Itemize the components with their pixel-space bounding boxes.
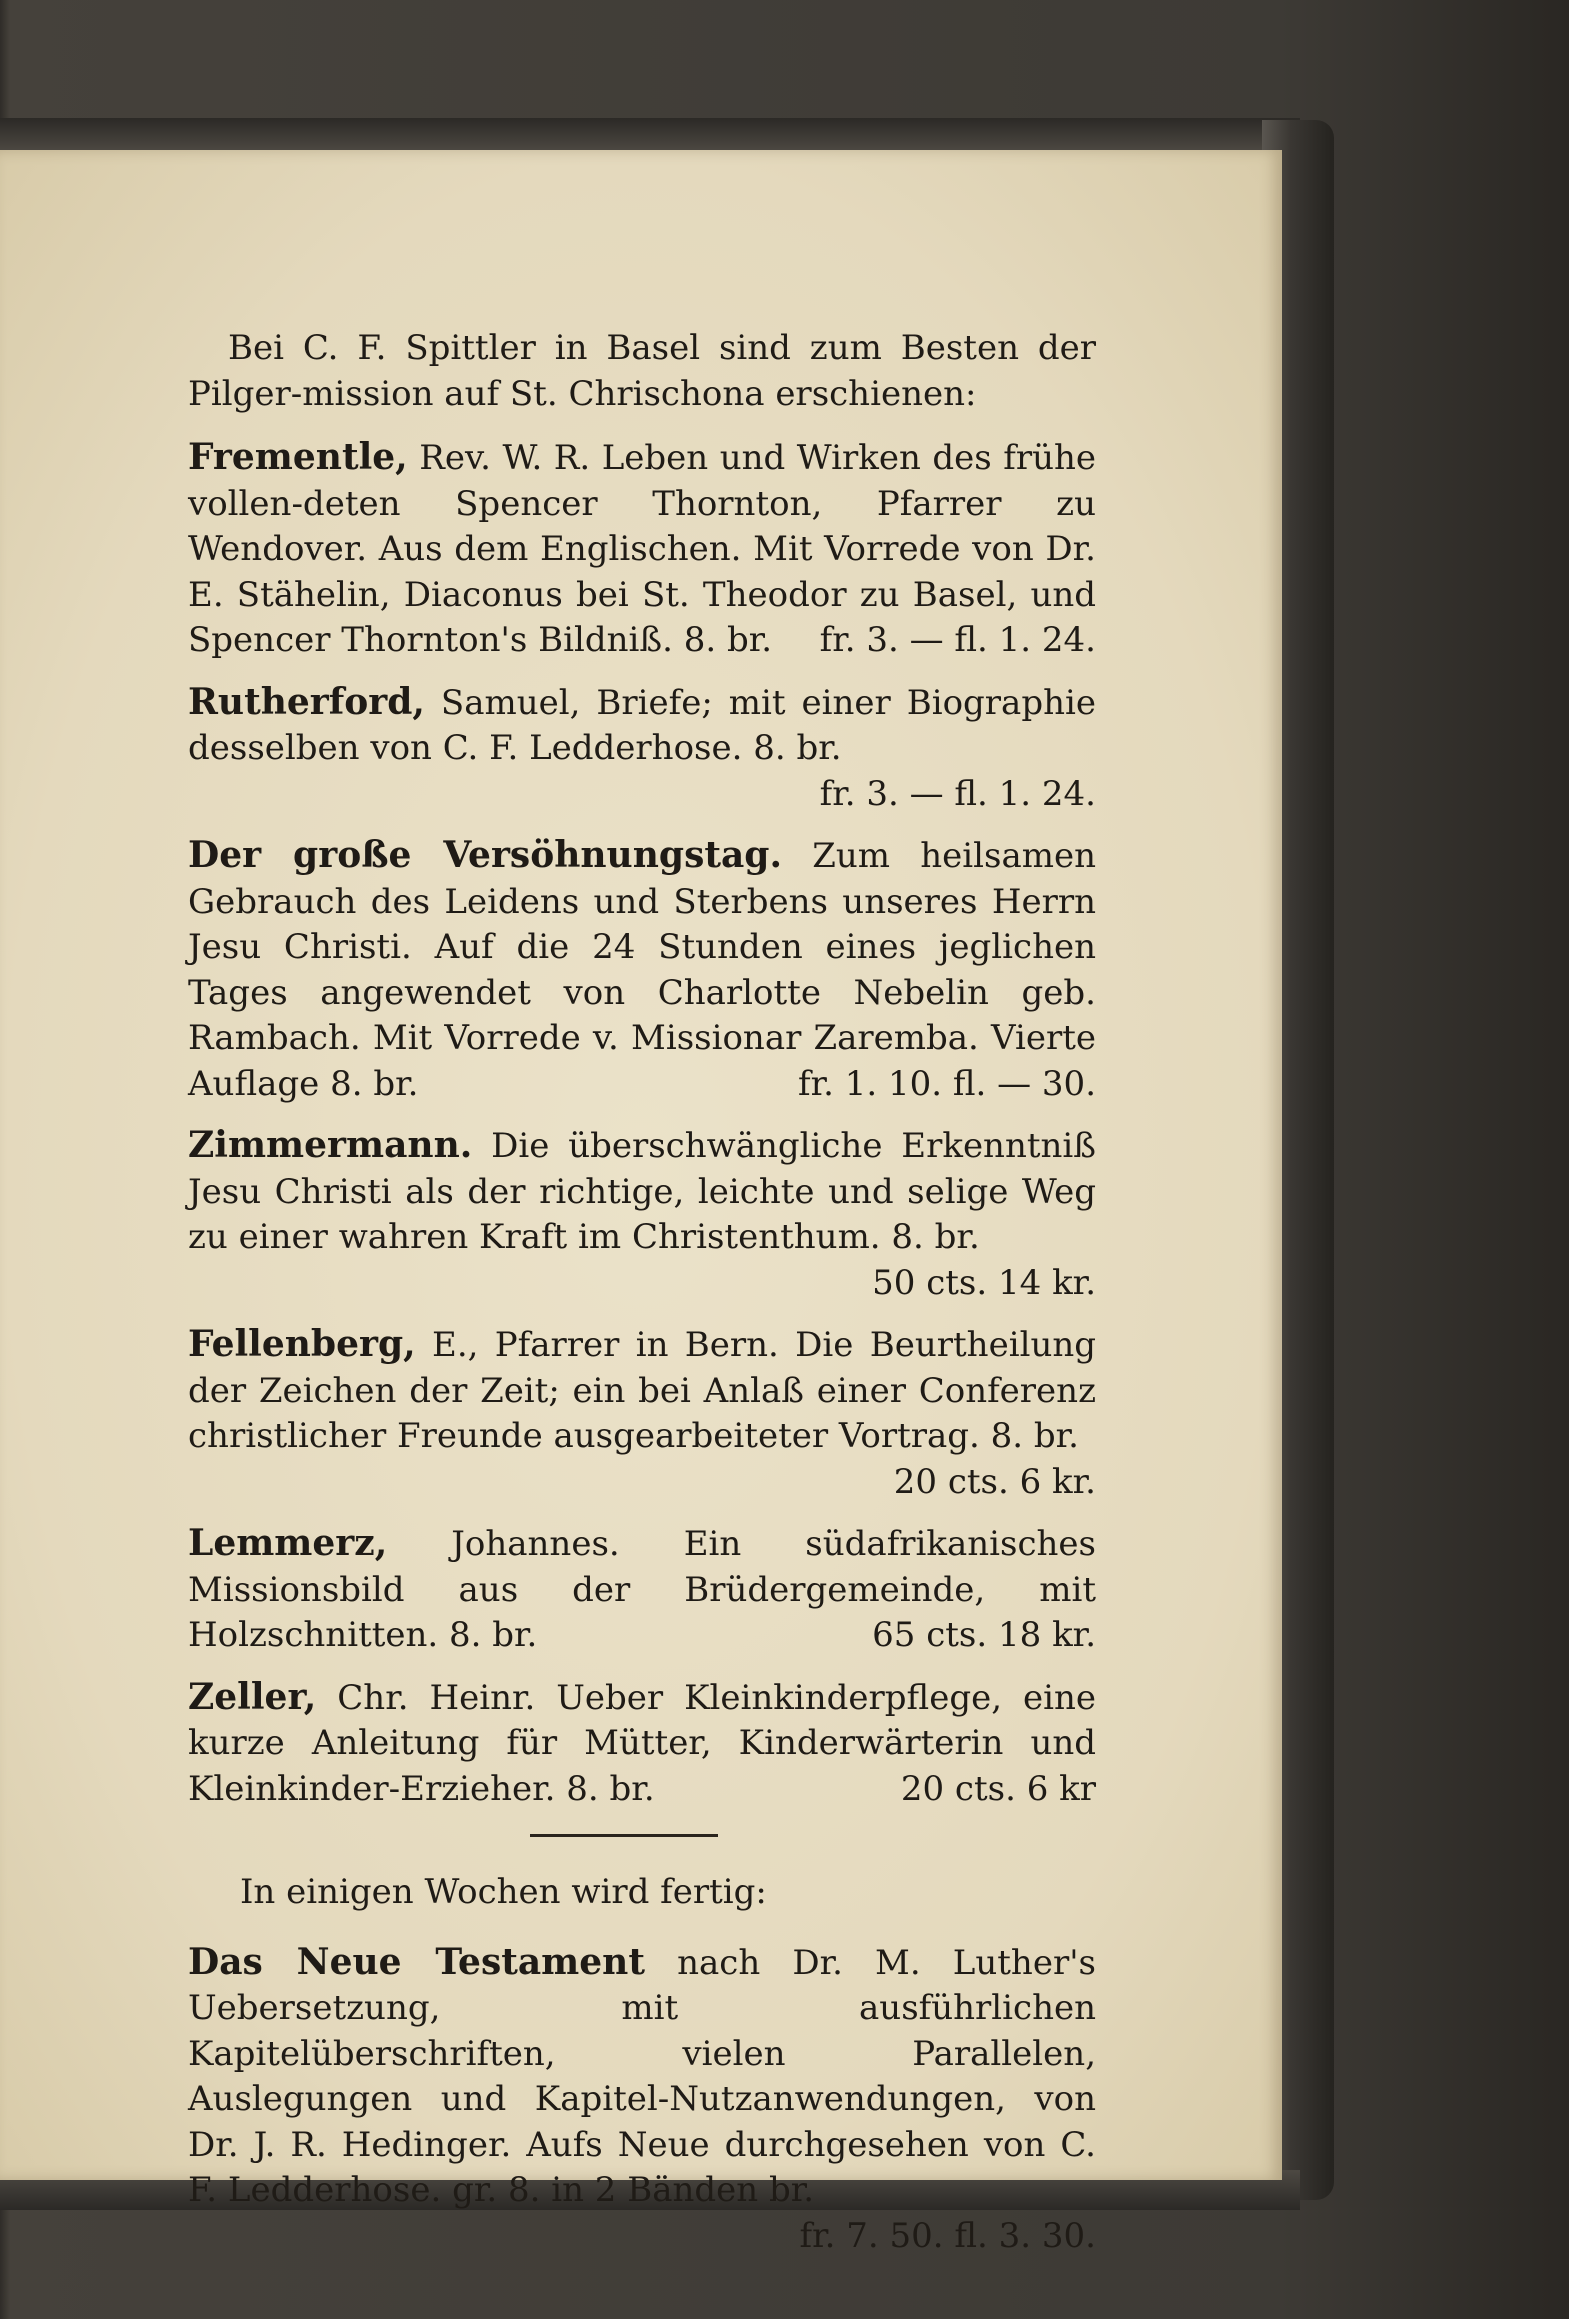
entry-body: Die überschwängliche Erkenntniß Jesu Christi als der richtige, leichte und selige Weg zu einer wahren Kraft im Christenthum. 8. br. bbox=[188, 1126, 1096, 1257]
book-entry bbox=[188, 1675, 1096, 1813]
entry-price: 20 cts. 6 kr bbox=[900, 1768, 1096, 1809]
entry-author: Zeller, bbox=[188, 1675, 317, 1718]
book-entry-forthcoming bbox=[188, 1940, 1096, 2260]
book-entry bbox=[188, 1322, 1096, 1505]
entry-author: Lemmerz, bbox=[188, 1522, 388, 1564]
entry-price: fr. 7. 50. fl. 3. 30. bbox=[799, 2215, 1096, 2256]
entry-price: fr. 3. — fl. 1. 24. bbox=[819, 773, 1096, 814]
intro-paragraph: Bei C. F. Spittler in Basel sind zum Besten der Pilger-mission auf St. Chrischona erschienen: bbox=[188, 328, 1096, 414]
entry-body: Johannes. Ein südafrikanisches Missionsbild aus der Brüdergemeinde, mit Holzschnitten. 8. br. bbox=[188, 1524, 1097, 1655]
entry-author: Fellenberg, bbox=[188, 1323, 416, 1365]
book-entry bbox=[188, 1123, 1096, 1306]
entry-body: E., Pfarrer in Bern. Die Beurtheilung der Zeichen der Zeit; ein bei Anlaß einer Conferenz christlicher Freunde ausgearbeiteter Vortrag. 8. br. bbox=[188, 1325, 1096, 1456]
entry-body: Chr. Heinr. Ueber Kleinkinderpflege, eine kurze Anleitung für Mütter, Kinderwärterin und Kleinkinder-Erzieher. 8. br. bbox=[188, 1677, 1097, 1809]
entry-price: 20 cts. 6 kr. bbox=[893, 1461, 1096, 1502]
entry-price: 65 cts. 18 kr. bbox=[872, 1615, 1096, 1655]
page-text bbox=[188, 326, 1096, 2275]
entry-title: Das Neue Testament bbox=[188, 1940, 645, 1983]
entry-body: nach Dr. M. Luther's Uebersetzung, mit ausführlichen Kapitelüberschriften, vielen Parallelen, Auslegungen und Kapitel-Nutzanwendungen, von Dr. J. R. Hedinger. Aufs Neue durchgesehen von C. F. Ledderhose. gr. 8. in 2 Bänden br. bbox=[188, 1942, 1096, 2210]
entry-title: Der große Versöhnungstag. bbox=[188, 834, 782, 876]
book-entry bbox=[188, 680, 1096, 818]
entry-author: Zimmermann. bbox=[188, 1124, 473, 1166]
entry-author: Rutherford, bbox=[188, 680, 425, 723]
entry-price: fr. 3. — fl. 1. 24. bbox=[819, 620, 1096, 660]
entry-price: fr. 1. 10. fl. — 30. bbox=[797, 1063, 1096, 1104]
entry-price: 50 cts. 14 kr. bbox=[872, 1262, 1096, 1303]
book-entry bbox=[188, 435, 1096, 664]
entry-author: Frementle, bbox=[188, 436, 408, 478]
book-entry bbox=[188, 833, 1096, 1107]
forthcoming-heading: In einigen Wochen wird fertig: bbox=[240, 1872, 767, 1912]
entry-body: Samuel, Briefe; mit einer Biographie desselben von C. F. Ledderhose. 8. br. bbox=[188, 682, 1096, 768]
entry-body: Zum heilsamen Gebrauch des Leidens und Sterbens unseres Herrn Jesu Christi. Auf die 24 Stunden eines jeglichen Tages angewendet von Charlotte Nebelin geb. Rambach. Mit Vorrede v. Missionar Zaremba. Vierte Auflage 8. br. bbox=[188, 836, 1096, 1104]
book-entry bbox=[188, 1521, 1096, 1659]
entry-body: Rev. W. R. Leben und Wirken des frühe vollen-deten Spencer Thornton, Pfarrer zu Wendover. Aus dem Englischen. Mit Vorrede von Dr. E. Stähelin, Diaconus bei St. Theodor zu Basel, und Spencer Thornton's Bildniß. 8. br. bbox=[188, 438, 1096, 660]
closing-rule bbox=[530, 1834, 718, 1837]
